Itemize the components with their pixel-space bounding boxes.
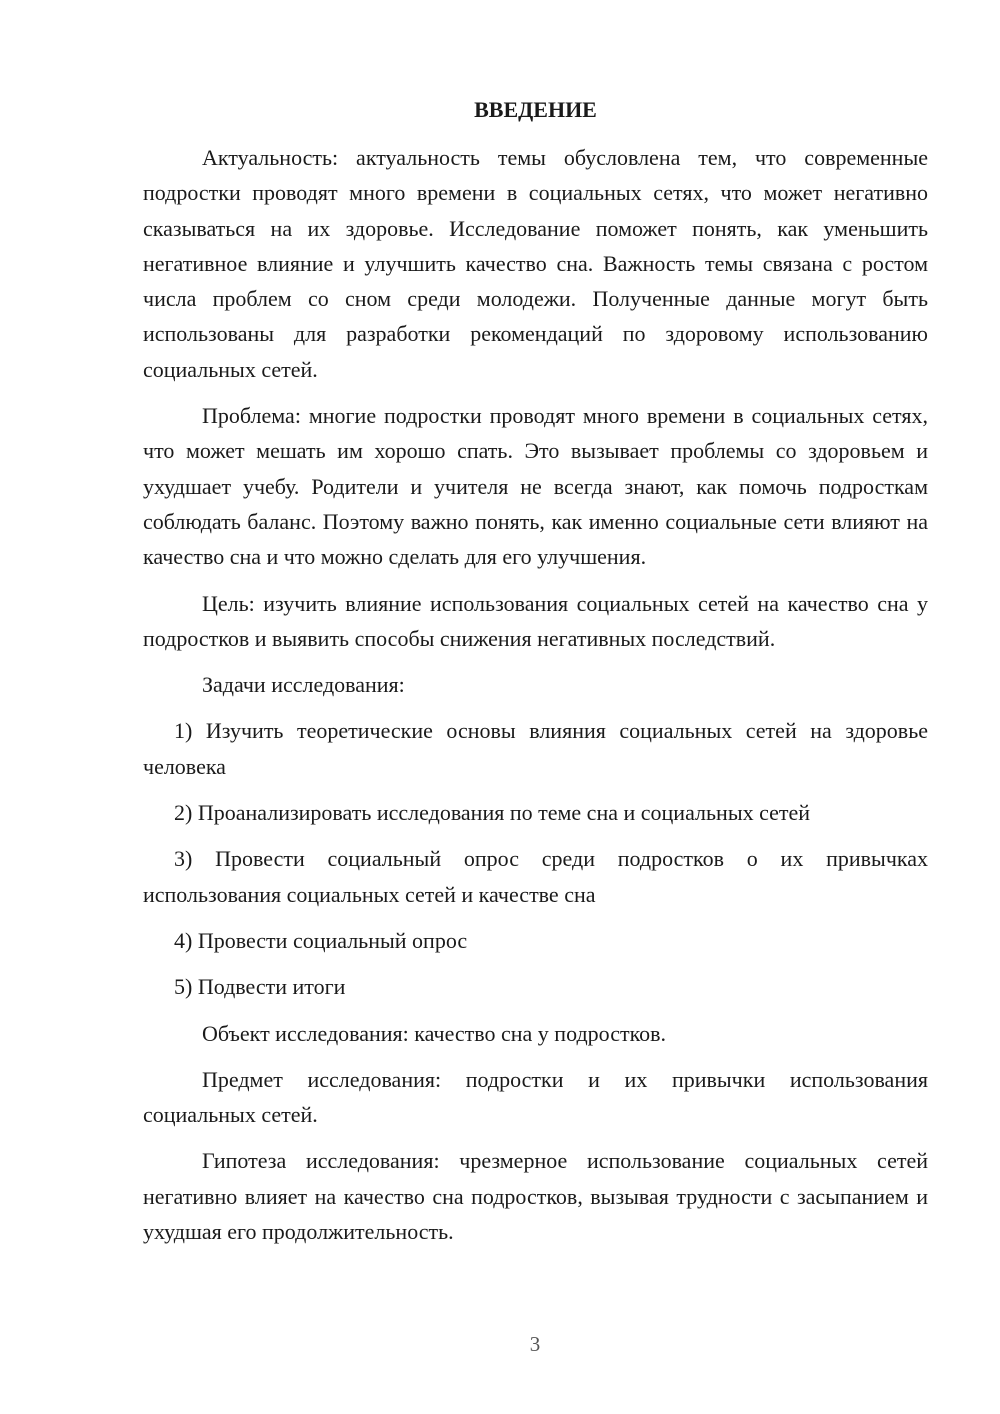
task-item-3: 3) Провести социальный опрос среди подростков о их привычках использования социальных сетей и качестве сна [143,846,928,907]
task-item-4: 4) Провести социальный опрос [174,927,468,953]
tasks-heading: Задачи исследования: [202,672,405,698]
hypothesis-paragraph: Гипотеза исследования: чрезмерное использование социальных сетей негативно влияет на качество сна подростков, вызывая трудности с засыпанием и ухудшая его продолжительность. [143,1148,928,1245]
goal-paragraph: Цель: изучить влияние использования социальных сетей на качество сна у подростков и выявить способы снижения негативных последствий. [143,590,928,651]
page-number: 3 [529,1332,541,1356]
task-item-1: 1) Изучить теоретические основы влияния социальных сетей на здоровье человека [143,718,928,779]
relevance-paragraph: Актуальность: актуальность темы обусловлена тем, что современные подростки проводят много времени в социальных сетях, что может негативно сказываться на их здоровье. Исследование поможет понять, как уменьшить негативное влияние и улучшить качество сна. Важность темы связана с ростом числа проблем со сном среди молодежи. Полученные данные могут быть использованы для разработки рекомендаций по здоровому использованию социальных сетей. [143,145,928,382]
object-paragraph: Объект исследования: качество сна у подростков. [202,1020,667,1046]
subject-paragraph: Предмет исследования: подростки и их привычки использования социальных сетей. [143,1066,928,1128]
task-item-5: 5) Подвести итоги [174,974,346,1000]
document-body [143,92,928,1260]
section-title: ВВЕДЕНИЕ [474,97,597,122]
problem-paragraph: Проблема: многие подростки проводят много времени в социальных сетях, что может мешать им хорошо спать. Это вызывает проблемы со здоровьем и ухудшает учебу. Родители и учителя не всегда знают, как помочь подросткам соблюдать баланс. Поэтому важно понять, как именно социальные сети влияют на качество сна и что можно сделать для его улучшения. [143,403,928,570]
task-item-2: 2) Проанализировать исследования по теме сна и социальных сетей [174,800,811,826]
